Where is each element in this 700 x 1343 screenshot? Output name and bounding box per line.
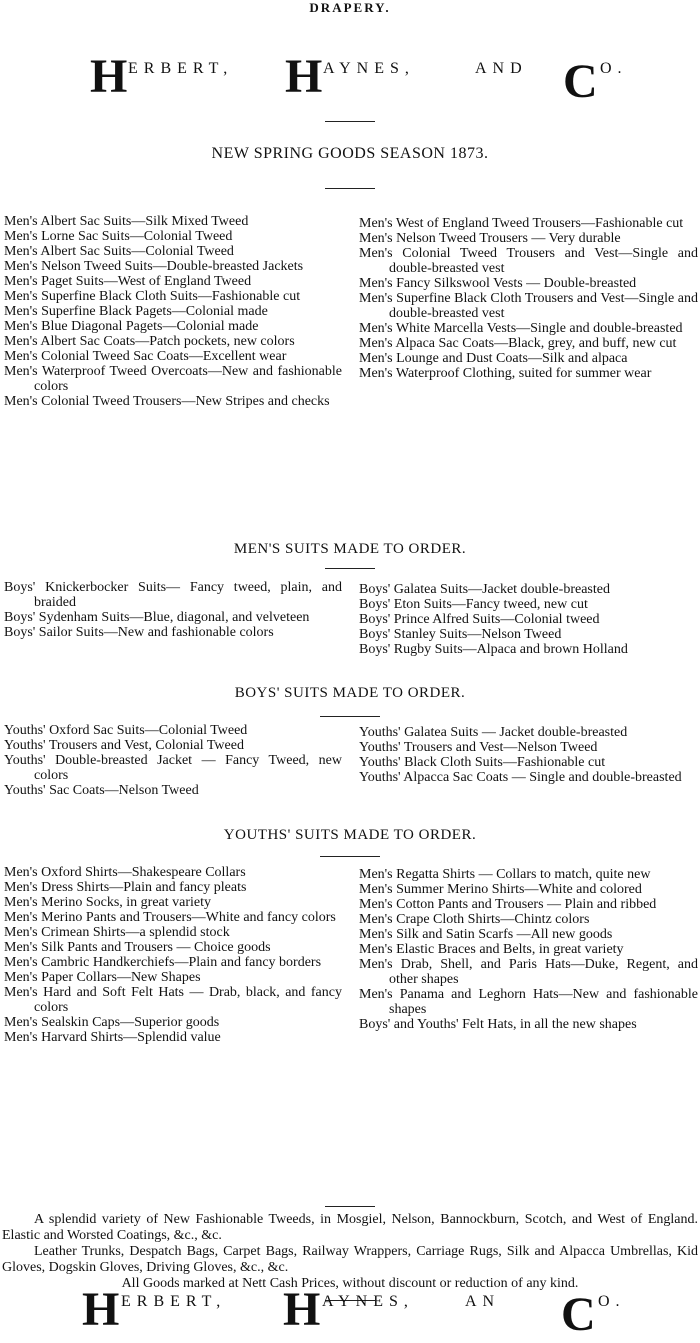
- goods-list-item: Boys' Galatea Suits—Jacket double-breasted: [359, 582, 610, 597]
- firm-name-bottom: [0, 1283, 700, 1343]
- goods-list-item: Men's Oxford Shirts—Shakespeare Collars: [4, 865, 246, 880]
- goods-list-item: Men's Sealskin Caps—Superior goods: [4, 1015, 220, 1030]
- boys-goods-right-column: [357, 582, 698, 657]
- firm-name-top: [0, 50, 700, 110]
- goods-list-item: Men's Fancy Silkswool Vests — Double-breasted: [359, 276, 637, 291]
- firm-initial-c: C: [563, 55, 598, 108]
- goods-list-item: Boys' Sydenham Suits—Blue, diagonal, and velveteen: [4, 610, 310, 625]
- goods-list-item: Youths' Black Cloth Suits—Fashionable cut: [359, 755, 606, 770]
- goods-list-item: Men's Merino Socks, in great variety: [4, 895, 212, 910]
- section-heading-youths: YOUTHS' SUITS MADE TO ORDER.: [223, 827, 477, 843]
- goods-list-item: Men's Cambric Handkerchiefs—Plain and fancy borders: [4, 955, 322, 970]
- note-paragraph: Leather Trunks, Despatch Bags, Carpet Bags, Railway Wrappers, Carriage Rugs, Silk and Alpacca Umbrellas, Kid Gloves, Dogskin Gloves, Driving Gloves, &c., &c.: [2, 1244, 698, 1275]
- youths-goods-left-column: [2, 723, 342, 798]
- goods-list-item: Youths' Alpacca Sac Coats — Single and double-breasted: [359, 770, 682, 785]
- goods-list-item: Youths' Trousers and Vest, Colonial Tweed: [4, 738, 244, 753]
- goods-list-item: Men's Elastic Braces and Belts, in great variety: [359, 942, 624, 957]
- goods-list-item: Boys' Knickerbocker Suits— Fancy tweed, plain, and braided: [4, 580, 342, 610]
- goods-list-item: Boys' Sailor Suits—New and fashionable colors: [4, 625, 274, 640]
- goods-list-item: Men's Silk and Satin Scarfs —All new goods: [359, 927, 613, 942]
- note-paragraph: A splendid variety of New Fashionable Tweeds, in Mosgiel, Nelson, Bannockburn, Scotch, and West of England. Elastic and Worsted Coatings, &c., &c.: [2, 1212, 698, 1243]
- goods-list-item: Men's Paper Collars—New Shapes: [4, 970, 201, 985]
- nett-cash-notice: All Goods marked at Nett Cash Prices, without discount or reduction of any kind.: [121, 1276, 579, 1291]
- goods-list-item: Men's Panama and Leghorn Hats—New and fashionable shapes: [359, 987, 698, 1017]
- mens-goods-left-column: [2, 214, 342, 409]
- section-header-label: DRAPERY.: [309, 0, 391, 15]
- goods-list-item: Men's Alpaca Sac Coats—Black, grey, and buff, new cut: [359, 336, 677, 351]
- goods-list-item: Men's Crimean Shirts—a splendid stock: [4, 925, 230, 940]
- goods-list-item: Men's Crape Cloth Shirts—Chintz colors: [359, 912, 590, 927]
- firm-word-and: AND: [475, 60, 528, 77]
- goods-list-item: Men's Paget Suits—West of England Tweed: [4, 274, 252, 289]
- goods-list-item: Youths' Oxford Sac Suits—Colonial Tweed: [4, 723, 248, 738]
- goods-list-item: Men's West of England Tweed Trousers—Fashionable cut: [359, 216, 684, 231]
- goods-list-item: Youths' Trousers and Vest—Nelson Tweed: [359, 740, 598, 755]
- firm-initial-c: C: [561, 1288, 596, 1341]
- firm-word-co: O.: [598, 1293, 626, 1310]
- divider-rule: [320, 856, 380, 857]
- firm-word-aynes: AYNES,: [323, 60, 415, 77]
- goods-list-item: Youths' Sac Coats—Nelson Tweed: [4, 783, 199, 798]
- section-heading-boys: BOYS' SUITS MADE TO ORDER.: [234, 685, 466, 701]
- goods-list-item: Boys' and Youths' Felt Hats, in all the new shapes: [359, 1017, 637, 1032]
- divider-rule: [325, 1206, 375, 1207]
- goods-list-item: Boys' Stanley Suits—Nelson Tweed: [359, 627, 562, 642]
- goods-list-item: Men's Nelson Tweed Suits—Double-breasted Jackets: [4, 259, 304, 274]
- general-notes: [2, 1212, 698, 1276]
- goods-list-item: Men's Cotton Pants and Trousers — Plain and ribbed: [359, 897, 657, 912]
- firm-initial-h: H: [285, 50, 323, 103]
- goods-list-item: Men's Superfine Black Pagets—Colonial made: [4, 304, 268, 319]
- firm-initial-h: H: [283, 1283, 321, 1336]
- firm-initial-h: H: [82, 1283, 120, 1336]
- goods-list-item: Men's Nelson Tweed Trousers — Very durable: [359, 231, 621, 246]
- goods-list-item: Men's Superfine Black Cloth Suits—Fashionable cut: [4, 289, 301, 304]
- goods-list-item: Boys' Rugby Suits—Alpaca and brown Holland: [359, 642, 628, 657]
- season-title: NEW SPRING GOODS SEASON 1873.: [211, 145, 489, 162]
- divider-rule: [325, 188, 375, 189]
- goods-list-item: Men's Merino Pants and Trousers—White and fancy colors: [4, 910, 336, 925]
- goods-list-item: Men's Blue Diagonal Pagets—Colonial made: [4, 319, 259, 334]
- firm-initial-h: H: [90, 50, 128, 103]
- goods-list-item: Men's Albert Sac Coats—Patch pockets, new colors: [4, 334, 295, 349]
- goods-list-item: Men's Colonial Tweed Trousers and Vest—Single and double-breasted vest: [359, 246, 698, 276]
- goods-list-item: Men's Lounge and Dust Coats—Silk and alpaca: [359, 351, 628, 366]
- goods-list-item: Men's Dress Shirts—Plain and fancy pleats: [4, 880, 247, 895]
- divider-rule: [325, 568, 375, 569]
- goods-list-item: Men's Colonial Tweed Trousers—New Stripes and checks: [4, 394, 330, 409]
- furnishings-right-column: [357, 867, 698, 1032]
- goods-list-item: Men's Drab, Shell, and Paris Hats—Duke, Regent, and other shapes: [359, 957, 698, 987]
- boys-goods-left-column: [2, 580, 342, 640]
- goods-list-item: Men's Superfine Black Cloth Trousers and Vest—Single and double-breasted vest: [359, 291, 698, 321]
- goods-list-item: Boys' Prince Alfred Suits—Colonial tweed: [359, 612, 600, 627]
- goods-list-item: Men's Albert Sac Suits—Colonial Tweed: [4, 244, 234, 259]
- goods-list-item: Men's Summer Merino Shirts—White and colored: [359, 882, 642, 897]
- firm-word-erbert: ERBERT,: [128, 60, 234, 77]
- goods-list-item: Youths' Double-breasted Jacket — Fancy Tweed, new colors: [4, 753, 342, 783]
- goods-list-item: Men's Silk Pants and Trousers — Choice goods: [4, 940, 271, 955]
- goods-list-item: Men's Hard and Soft Felt Hats — Drab, black, and fancy colors: [4, 985, 342, 1015]
- mens-goods-right-column: [357, 216, 698, 381]
- goods-list-item: Men's Waterproof Tweed Overcoats—New and fashionable colors: [4, 364, 342, 394]
- divider-rule: [320, 716, 380, 717]
- divider-rule: [325, 121, 375, 122]
- goods-list-item: Men's Waterproof Clothing, suited for summer wear: [359, 366, 652, 381]
- goods-list-item: Men's Colonial Tweed Sac Coats—Excellent wear: [4, 349, 287, 364]
- furnishings-left-column: [2, 865, 342, 1045]
- section-heading-mens: MEN'S SUITS MADE TO ORDER.: [233, 541, 467, 557]
- youths-goods-right-column: [357, 725, 698, 785]
- goods-list-item: Men's Lorne Sac Suits—Colonial Tweed: [4, 229, 233, 244]
- goods-list-item: Men's Albert Sac Suits—Silk Mixed Tweed: [4, 214, 249, 229]
- goods-list-item: Men's Regatta Shirts — Collars to match, quite new: [359, 867, 651, 882]
- firm-word-co: O.: [600, 60, 628, 77]
- firm-word-aynes: AYNES,: [322, 1293, 414, 1310]
- goods-list-item: Youths' Galatea Suits — Jacket double-breasted: [359, 725, 628, 740]
- firm-word-erbert: ERBERT,: [121, 1293, 227, 1310]
- goods-list-item: Men's Harvard Shirts—Splendid value: [4, 1030, 221, 1045]
- goods-list-item: Boys' Eton Suits—Fancy tweed, new cut: [359, 597, 588, 612]
- firm-word-and: AN: [465, 1293, 501, 1310]
- goods-list-item: Men's White Marcella Vests—Single and double-breasted: [359, 321, 683, 336]
